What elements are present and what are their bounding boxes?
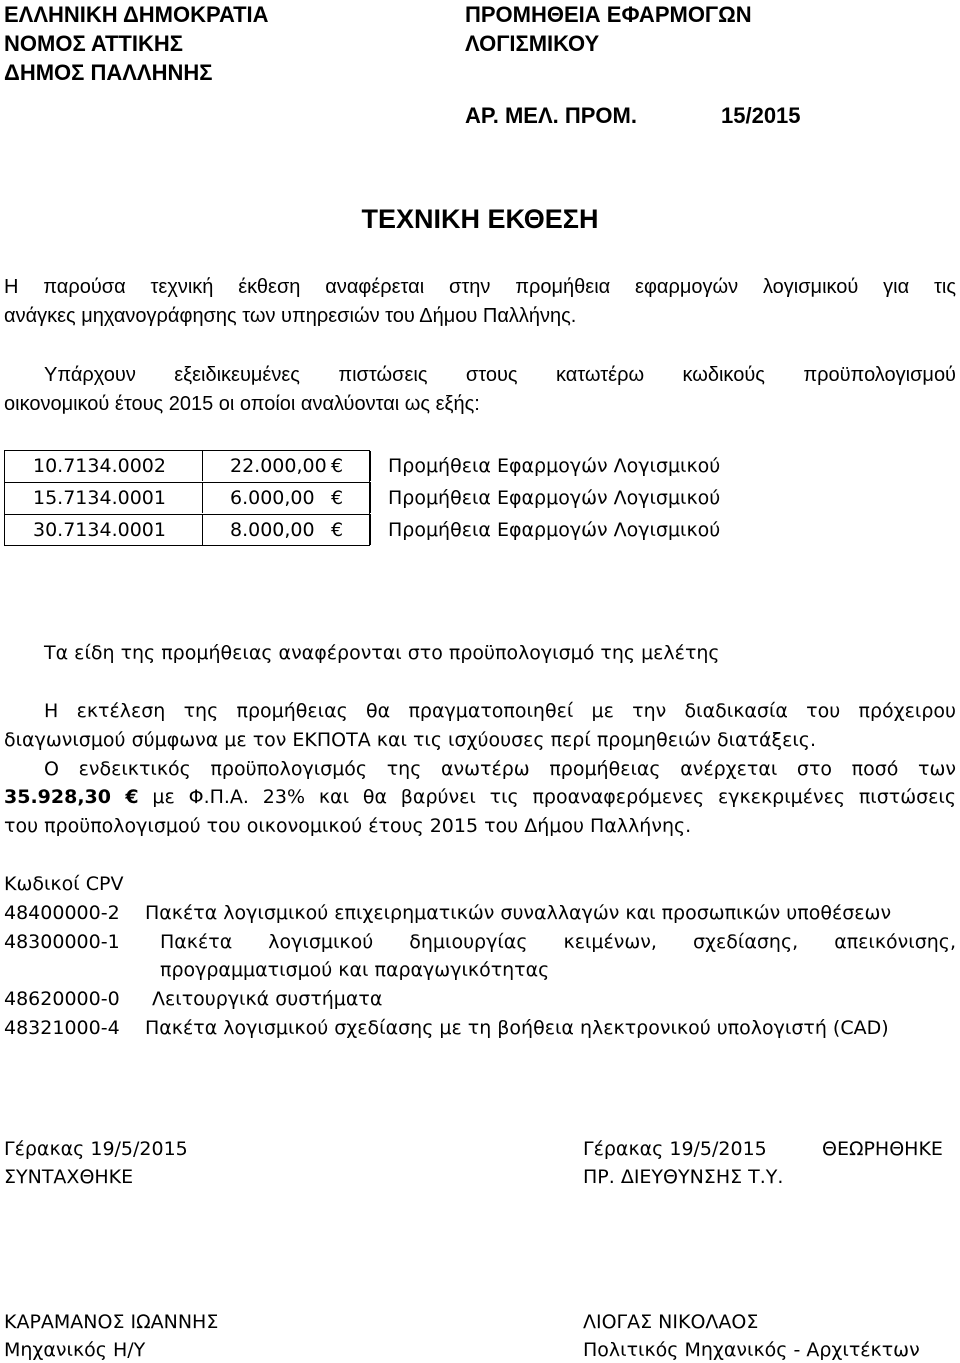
budget-code: 15.7134.0001 — [33, 487, 166, 509]
cpv-heading: Κωδικοί CPV — [4, 873, 124, 895]
paragraph-procedure-1: Η εκτέλεση της προμήθειας θα πραγματοποιηθεί με την διαδικασία του πρόχειρου — [44, 700, 956, 722]
sign-right-department: ΠΡ. ΔΙΕΥΘΥΝΣΗΣ Τ.Υ. — [583, 1166, 784, 1188]
header-ref-label: ΑΡ. ΜΕΛ. ΠΡΟΜ. — [465, 103, 637, 128]
header-subject-line2: ΛΟΓΙΣΜΙΚΟΥ — [465, 31, 600, 56]
budget-code: 10.7134.0002 — [33, 455, 166, 477]
header-left — [4, 0, 269, 87]
budget-row — [5, 515, 721, 547]
cpv-text: Πακέτα λογισμικού δημιουργίας κειμένων, σχεδίασης, απεικόνισης, — [160, 931, 956, 953]
intro-line-3: Υπάρχουν εξειδικευμένες πιστώσεις στους κατωτέρω κωδικούς προϋπολογισμού — [44, 364, 956, 386]
budget-amount: 6.000,00 — [230, 487, 315, 509]
cpv-text: Λειτουργικά συστήματα — [152, 988, 383, 1010]
euro-icon: € — [331, 519, 344, 541]
intro-line-2: ανάγκες μηχανογράφησης των υπηρεσιών του Δήμου Παλλήνης. — [4, 305, 577, 327]
euro-icon: € — [331, 455, 344, 477]
budget-code: 30.7134.0001 — [33, 519, 166, 541]
intro-line-1: Η παρούσα τεχνική έκθεση αναφέρεται στην προμήθεια εφαρμογών λογισμικού για τις — [4, 276, 956, 298]
sign-left-action: ΣΥΝΤΑΧΘΗΚΕ — [4, 1166, 134, 1188]
sign-right-action: ΘΕΩΡΗΘΗΚΕ — [822, 1138, 943, 1160]
sign-left-date: Γέρακας 19/5/2015 — [4, 1138, 188, 1160]
header-prefecture: ΝΟΜΟΣ ΑΤΤΙΚΗΣ — [4, 31, 183, 56]
cpv-code: 48620000-0 — [4, 988, 120, 1010]
header-subject-line1: ΠΡΟΜΗΘΕΙΑ ΕΦΑΡΜΟΓΩΝ — [465, 2, 752, 27]
header-ref-number: 15/2015 — [721, 103, 801, 128]
cpv-text: Πακέτα λογισμικού επιχειρηματικών συναλλαγών και προσωπικών υποθέσεων — [145, 902, 892, 924]
budget-description: Προμήθεια Εφαρμογών Λογισμικού — [388, 487, 721, 509]
budget-row — [5, 451, 721, 483]
budget-row — [5, 483, 721, 515]
total-amount: 35.928,30 € — [4, 786, 139, 808]
paragraph-budget-1: Ο ενδεικτικός προϋπολογισμός της ανωτέρω προμήθειας ανέρχεται στο ποσό των — [44, 758, 956, 780]
sign-right-role: Πολιτικός Μηχανικός - Αρχιτέκτων — [583, 1339, 920, 1361]
sign-right-date: Γέρακας 19/5/2015 — [583, 1138, 767, 1160]
header-right — [465, 0, 752, 58]
cpv-text: Πακέτα λογισμικού σχεδίασης με τη βοήθεια ηλεκτρονικού υπολογιστή (CAD) — [145, 1017, 889, 1039]
budget-description: Προμήθεια Εφαρμογών Λογισμικού — [388, 519, 721, 541]
sign-right-name: ΛΙΟΓΑΣ ΝΙΚΟΛΑΟΣ — [583, 1311, 759, 1333]
sign-left-name: ΚΑΡΑΜΑΝΟΣ ΙΩΑΝΝΗΣ — [4, 1311, 219, 1333]
cpv-code: 48400000-2 — [4, 902, 120, 924]
document-title: ΤΕΧΝΙΚΗ ΕΚΘΕΣΗ — [361, 204, 599, 234]
budget-description: Προμήθεια Εφαρμογών Λογισμικού — [388, 455, 721, 477]
euro-icon: € — [331, 487, 344, 509]
paragraph-budget-2 — [4, 786, 956, 808]
sign-left-role: Μηχανικός Η/Υ — [4, 1339, 146, 1361]
header-country: ΕΛΛΗΝΙΚΗ ΔΗΜΟΚΡΑΤΙΑ — [4, 2, 269, 27]
paragraph-budget-3: του προϋπολογισμού του οικονομικού έτους 2015 του Δήμου Παλλήνης. — [4, 815, 692, 837]
budget-amount: 22.000,00 — [230, 455, 327, 477]
paragraph-items: Τα είδη της προμήθειας αναφέρονται στο προϋπολογισμό της μελέτης — [44, 642, 720, 664]
paragraph-procedure-2: διαγωνισμού σύμφωνα με τον ΕΚΠΟΤΑ και τις ισχύουσες περί προμηθειών διατάξεις. — [4, 729, 816, 751]
budget-lines — [4, 450, 721, 546]
header-municipality: ΔΗΜΟΣ ΠΑΛΛΗΝΗΣ — [4, 60, 213, 85]
intro-line-4: οικονομικού έτους 2015 οι οποίοι αναλύονται ως εξής: — [4, 393, 480, 415]
cpv-code: 48300000-1 — [4, 931, 120, 953]
cpv-text-continued: προγραμματισμού και παραγωγικότητας — [160, 959, 550, 981]
budget-amount: 8.000,00 — [230, 519, 315, 541]
paragraph-budget-2-text: με Φ.Π.Α. 23% και θα βαρύνει τις προαναφερόμενες εγκεκριμένες πιστώσεις — [138, 786, 957, 808]
cpv-code: 48321000-4 — [4, 1017, 120, 1039]
